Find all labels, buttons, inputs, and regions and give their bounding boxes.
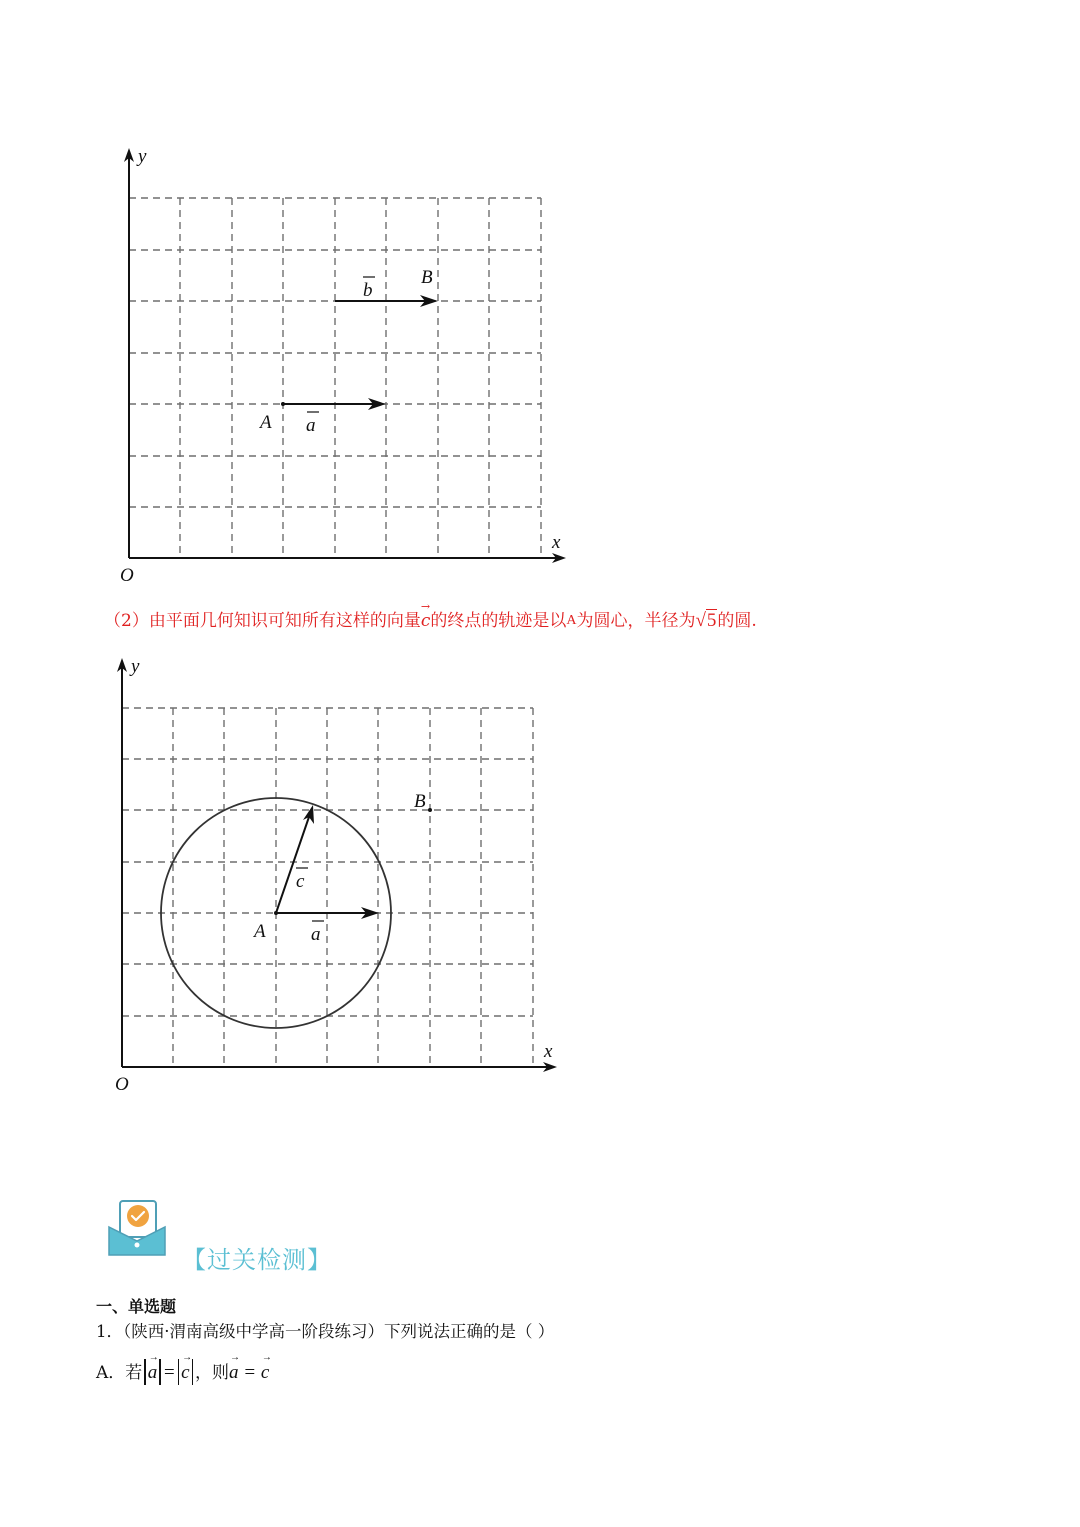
solution-mid: 的终点的轨迹是以 (430, 611, 567, 631)
equals-sign: = (162, 1362, 176, 1383)
vector-c-label: c (296, 871, 305, 892)
vector-arrow-icon: → (420, 600, 431, 613)
abs-bar-icon (159, 1359, 161, 1385)
vector-c-letter: c (260, 1362, 270, 1383)
origin-label: O (120, 565, 134, 586)
center-label: A (566, 613, 577, 628)
equals-sign: = (238, 1362, 261, 1383)
vector-a-label: a (306, 415, 316, 436)
abs-bar-icon (178, 1359, 180, 1385)
vector-a-letter: a (229, 1362, 239, 1383)
sqrt-expression (695, 609, 717, 631)
solution-mid-2: 为圆心，半径为 (576, 611, 696, 631)
abs-bar-icon (144, 1359, 146, 1385)
vector-b-label: b (363, 280, 373, 301)
y-axis-label: y (131, 656, 140, 677)
grid-lines (122, 708, 533, 1067)
vector-c-symbol (420, 600, 431, 631)
point-b-label: B (414, 791, 426, 812)
figure-1-vector-grid (100, 140, 580, 590)
vector-c-letter: c (181, 1362, 190, 1383)
x-axis-label: x (544, 1041, 553, 1062)
solution-suffix: 的圆. (717, 611, 757, 631)
point-a-dot (274, 911, 278, 915)
vector-a-letter: a (147, 1362, 158, 1383)
vector-c-symbol (181, 1352, 193, 1384)
radicand: 5 (706, 610, 717, 631)
point-a-label: A (254, 921, 266, 942)
vector-c-letter: c (420, 611, 431, 631)
vector-arrow-icon: → (261, 1352, 272, 1363)
figure-2-circle-grid (93, 650, 573, 1100)
question-type-heading: 一、单选题 (96, 1297, 177, 1316)
vector-a-symbol (229, 1352, 241, 1384)
figure-2-svg (93, 650, 573, 1100)
option-a-label: A．若 (96, 1363, 143, 1383)
vector-a-label: a (311, 924, 321, 945)
point-a-dot (281, 402, 285, 406)
vector-c-arrow (276, 814, 310, 913)
point-b-label: B (421, 267, 433, 288)
checkmark-envelope-icon (106, 1199, 168, 1263)
point-b-dot (428, 808, 432, 812)
vector-arrow-icon: → (182, 1352, 193, 1363)
vector-arrow-icon: → (148, 1352, 159, 1363)
section-title: 【过关检测】 (182, 1246, 332, 1274)
vector-c-symbol (260, 1352, 272, 1384)
origin-label: O (115, 1074, 129, 1095)
solution-part-2 (104, 600, 757, 632)
y-axis-label: y (138, 146, 147, 167)
point-a-label: A (260, 412, 272, 433)
vector-arrow-icon: → (230, 1352, 241, 1363)
vector-a-symbol (147, 1352, 159, 1384)
question-1: 1．（陕西·渭南高级中学高一阶段练习）下列说法正确的是（ ） (96, 1322, 555, 1341)
grid-lines (129, 198, 541, 558)
figure-1-svg (100, 140, 580, 590)
radical-icon: √ (695, 610, 706, 631)
solution-prefix: （2）由平面几何知识可知所有这样的向量 (104, 611, 421, 631)
x-axis-label: x (552, 532, 561, 553)
option-a-then: ，则 (195, 1363, 230, 1383)
option-a (96, 1352, 272, 1385)
